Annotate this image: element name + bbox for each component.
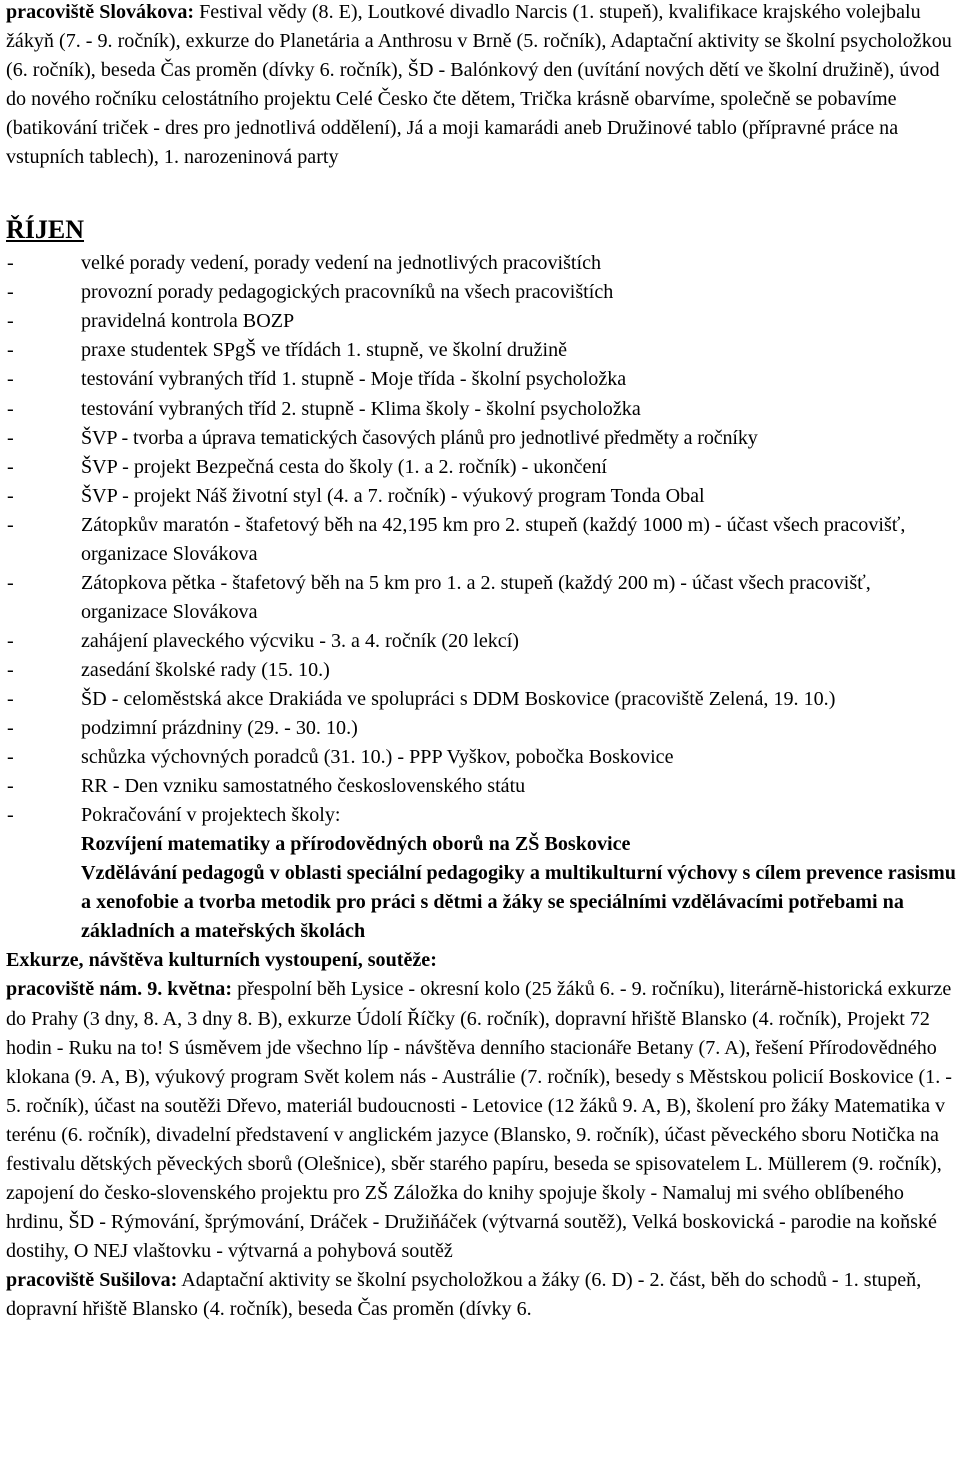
list-item: - provozní porady pedagogických pracovníků na všech pracovištích xyxy=(6,278,956,307)
workplace-label-susilova: pracoviště Sušilova: xyxy=(6,1268,178,1291)
workplace-label-nam-9-kvetna: pracoviště nám. 9. května: xyxy=(6,978,233,1001)
bullet-dash: - xyxy=(7,426,14,449)
october-list xyxy=(6,249,956,946)
bullet-dash: - xyxy=(7,310,14,333)
bullet-dash: - xyxy=(7,687,14,710)
list-item: - ŠVP - projekt Bezpečná cesta do školy (1. a 2. ročník) - ukončení xyxy=(6,453,956,482)
bullet-dash: - xyxy=(7,397,14,420)
list-item: - zasedání školské rady (15. 10.) xyxy=(6,656,956,685)
list-item: - praxe studentek SPgŠ ve třídách 1. stupně, ve školní družině xyxy=(6,336,956,365)
bullet-dash: - xyxy=(7,339,14,362)
document-page xyxy=(6,0,956,1324)
intro-paragraph xyxy=(6,0,956,172)
bullet-dash: - xyxy=(7,281,14,304)
bullet-dash: - xyxy=(7,368,14,391)
list-item: - podzimní prázdniny (29. - 30. 10.) xyxy=(6,714,956,743)
list-item: - schůzka výchovných poradců (31. 10.) - PPP Vyškov, pobočka Boskovice xyxy=(6,743,956,772)
bullet-dash: - xyxy=(7,629,14,652)
bullet-dash: - xyxy=(7,804,14,827)
workplace-label-slovakova: pracoviště Slovákova: xyxy=(6,1,195,23)
workplace-text-nam-9-kvetna: přespolní běh Lysice - okresní kolo (25 žáků 6. - 9. ročníku), literárně-historická exkurze do Prahy (3 dny, 8. A, 3 dny 8. B), exkurze Údolí Říčky (6. ročník), dopravní hřiště Blansko (4. ročník), Projekt 72 hodin - Ruku na to! S úsměvem jde všechno líp - návštěva denního stacionáře Betany (7. A), řešení Přírodovědného klokana (9. A, B), výukový program Svět kolem nás - Austrálie (7. ročník), besedy s Městskou policií Boskovice (1. - 5. ročník), účast na soutěži Dřevo, materiál budoucnosti - Letovice (12 žáků 9. A, B), školení pro žáky Matematika v terénu (6. ročník), divadelní představení v anglickém jazyce (Blansko, 9. ročník), účast pěveckého sboru Notička na festivalu dětských pěveckých sborů (Olešnice), sběr starého papíru, beseda se spisovatelem L. Müllerem (9. ročník), zapojení do česko-slovenského projektu pro ZŠ Záložka do knihy spojuje školy - Namaluj mi svého oblíbeného hrdinu, ŠD - Rýmování, šprýmování, Dráček - Družiňáček (výtvarná soutěž), Velká boskovická - parodie na koňské dostihy, O NEJ vlaštovku - výtvarná a pohybová soutěž xyxy=(6,978,952,1262)
workplace-paragraph-nam-9-kvetna xyxy=(6,975,956,1265)
excursions-heading: Exkurze, návštěva kulturních vystoupení, soutěže: xyxy=(6,949,437,972)
workplace-paragraph-susilova xyxy=(6,1266,956,1324)
list-item: - Zátopkův maratón - štafetový běh na 42,195 km pro 2. stupeň (každý 1000 m) - účast všech pracovišť, organizace Slovákova xyxy=(6,511,956,569)
list-item: - ŠVP - projekt Náš životní styl (4. a 7. ročník) - výukový program Tonda Obal xyxy=(6,482,956,511)
list-item: - velké porady vedení, porady vedení na jednotlivých pracovištích xyxy=(6,249,956,278)
intro-text: Festival vědy (8. E), Loutkové divadlo Narcis (1. stupeň), kvalifikace krajského volejbalu žákyň (7. - 9. ročník), exkurze do Planetária a Anthrosu v Brně (5. ročník), Adaptační aktivity se školní psycholožkou (6. ročník), beseda Čas proměn (dívky 6. ročník), ŠD - Balónkový den (uvítání nových dětí ve školní družině), úvod do nového ročníku celostátního projektu Celé Česko čte dětem, Trička krásně obarvíme, společně se pobavíme (batikování triček - dres pro jednotlivá oddělení), Já a moji kamarádi aneb Družinové tablo (přípravné práce na vstupních tablech), 1. narozeninová party xyxy=(6,1,952,169)
workplace-text-susilova: Adaptační aktivity se školní psycholožkou a žáky (6. D) - 2. část, běh do schodů - 1. stupeň, dopravní hřiště Blansko (4. ročník), beseda Čas proměn (dívky 6. xyxy=(6,1268,922,1320)
bullet-dash: - xyxy=(7,658,14,681)
list-item: - testování vybraných tříd 2. stupně - Klima školy - školní psycholožka xyxy=(6,395,956,424)
list-item: - Zátopkova pětka - štafetový běh na 5 km pro 1. a 2. stupeň (každý 200 m) - účast všech pracovišť, organizace Slovákova xyxy=(6,569,956,627)
list-item: - ŠD - celoměstská akce Drakiáda ve spolupráci s DDM Boskovice (pracoviště Zelená, 19. 10.) xyxy=(6,685,956,714)
list-item: - ŠVP - tvorba a úprava tematických časových plánů pro jednotlivé předměty a ročníky xyxy=(6,424,956,453)
bullet-dash: - xyxy=(7,252,14,275)
project-title: Vzdělávání pedagogů v oblasti speciální pedagogiky a multikulturní výchovy s cílem prevence rasismu a xenofobie a tvorba metodik pro práci s dětmi a žáky se speciálními vzdělávacími potřebami na základních a mateřských školách xyxy=(81,862,956,943)
list-item: - testování vybraných tříd 1. stupně - Moje třída - školní psycholožka xyxy=(6,365,956,394)
bullet-dash: - xyxy=(7,775,14,798)
bullet-dash: - xyxy=(7,717,14,740)
bullet-dash: - xyxy=(7,746,14,769)
project-title: Rozvíjení matematiky a přírodovědných oborů na ZŠ Boskovice xyxy=(81,833,631,856)
bullet-dash: - xyxy=(7,513,14,536)
month-heading: ŘÍJEN xyxy=(6,215,85,245)
list-item: - zahájení plaveckého výcviku - 3. a 4. ročník (20 lekcí) xyxy=(6,627,956,656)
list-item: - Pokračování v projektech školy: Rozvíjení matematiky a přírodovědných oborů na ZŠ Boskovice Vzdělávání pedagogů v oblasti speciální pedagogiky a multikulturní výchovy s cílem prevence rasismu a xenofobie a tvorba metodik pro práci s dětmi a žáky se speciálními vzdělávacími potřebami na základních a mateřských školách xyxy=(6,801,956,946)
bullet-dash: - xyxy=(7,571,14,594)
bullet-dash: - xyxy=(7,484,14,507)
bullet-dash: - xyxy=(7,455,14,478)
list-item: - RR - Den vzniku samostatného československého státu xyxy=(6,772,956,801)
list-item: - pravidelná kontrola BOZP xyxy=(6,307,956,336)
